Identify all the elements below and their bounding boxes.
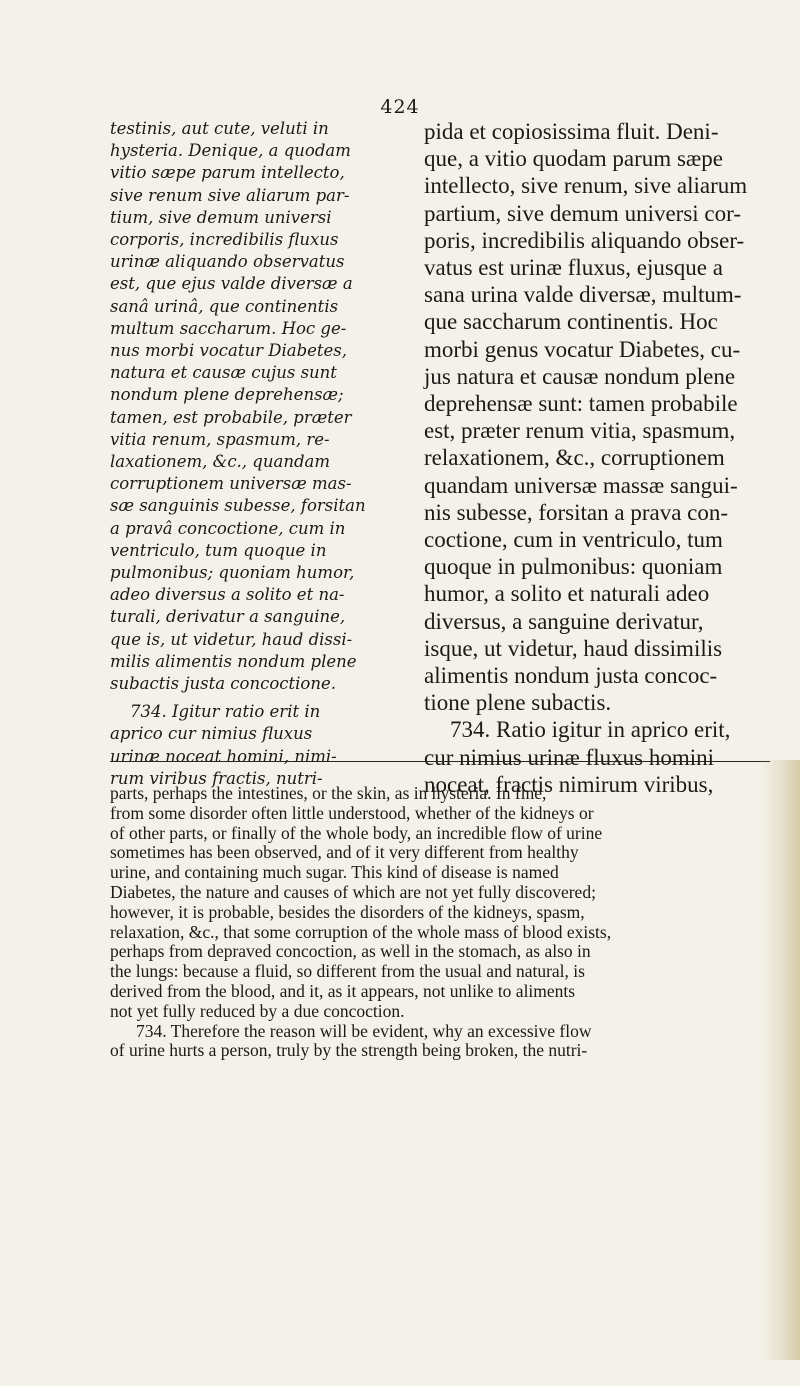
text-line: the lungs: because a fluid, so different from the usual and natural, is — [110, 961, 585, 982]
text-line: intellecto, sive renum, sive aliarum — [424, 173, 748, 199]
english-translation — [110, 784, 780, 1061]
text-line: corruptionem universæ mas- — [110, 474, 352, 494]
text-line: vitio sæpe parum intellecto, — [110, 163, 345, 183]
text-line: testinis, aut cute, veluti in — [110, 119, 329, 138]
text-line: adeo diversus a solito et na- — [110, 585, 345, 605]
text-line: relaxationem, &c., corruptionem — [424, 445, 725, 471]
text-line: est, que ejus valde diversæ a — [110, 274, 353, 294]
text-line: 734. Therefore the reason will be evident, why an excessive flow — [136, 1020, 592, 1041]
text-line: corporis, incredibilis fluxus — [110, 230, 339, 250]
text-line: partium, sive demum universi cor- — [424, 200, 741, 226]
text-line: not yet fully reduced by a due concoction. — [110, 1000, 405, 1021]
text-line: rum viribus fractis, nutri- — [110, 768, 323, 788]
text-line: que saccharum continentis. Hoc — [424, 309, 718, 335]
text-line: jus natura et causæ nondum plene — [424, 363, 736, 389]
text-line: tione plene subactis. — [424, 690, 612, 716]
text-line: quoque in pulmonibus: quoniam — [424, 554, 723, 580]
latin-original-paragraph-734 — [110, 701, 410, 790]
text-line: aprico cur nimius fluxus — [110, 724, 313, 744]
text-line: nis subesse, forsitan a prava con- — [424, 499, 729, 525]
text-line: of urine hurts a person, truly by the strength being broken, the nutri- — [110, 1040, 588, 1061]
text-line: pulmonibus; quoniam humor, — [110, 563, 355, 583]
text-line: pida et copiosissima fluit. Deni- — [424, 119, 719, 144]
text-line: nus morbi vocatur Diabetes, — [110, 341, 348, 361]
latin-original-column — [110, 118, 410, 790]
text-line: urinæ aliquando observatus — [110, 252, 345, 272]
text-line: humor, a solito et naturali adeo — [424, 581, 710, 607]
text-line: of other parts, or finally of the whole body, an incredible flow of urine — [110, 822, 603, 843]
text-line: milis alimentis nondum plene — [110, 651, 357, 671]
text-line: turali, derivatur a sanguine, — [110, 607, 346, 627]
text-line: noceat, fractis nimirum viribus, — [424, 771, 714, 797]
text-line: tium, sive demum universi — [110, 207, 332, 227]
text-line: diversus, a sanguine derivatur, — [424, 608, 704, 634]
translation-paragraph-1 — [110, 784, 780, 1022]
translation-paragraph-734 — [110, 1022, 780, 1062]
text-line: sanâ urinâ, que continentis — [110, 296, 339, 316]
text-line: 734. Igitur ratio erit in — [130, 702, 321, 722]
text-line: multum saccharum. Hoc ge- — [110, 318, 347, 338]
text-line: nondum plene deprehensæ; — [110, 385, 344, 405]
text-line: Diabetes, the nature and causes of which are not yet fully discovered; — [110, 881, 596, 902]
latin-ordo-column — [424, 118, 764, 798]
text-line: isque, ut videtur, haud dissimilis — [424, 635, 723, 661]
text-line: morbi genus vocatur Diabetes, cu- — [424, 336, 741, 362]
text-line: perhaps from depraved concoction, as well in the stomach, as also in — [110, 941, 591, 962]
text-line: relaxation, &c., that some corruption of the whole mass of blood exists, — [110, 921, 612, 942]
text-line: vitia renum, spasmum, re- — [110, 429, 330, 449]
text-line: vatus est urinæ fluxus, ejusque a — [424, 255, 723, 281]
section-divider — [110, 761, 770, 762]
text-line: laxationem, &c., quandam — [110, 452, 330, 472]
text-line: 734. Ratio igitur in aprico erit, — [450, 717, 731, 743]
text-line: urinæ noceat homini, nimi- — [110, 746, 337, 766]
text-line: from some disorder often little understood, whether of the kidneys or — [110, 802, 594, 823]
text-line: sana urina valde diversæ, multum- — [424, 282, 742, 308]
text-line: deprehensæ sunt: tamen probabile — [424, 391, 738, 417]
text-line: poris, incredibilis aliquando obser- — [424, 227, 745, 253]
page-number: 424 — [380, 96, 420, 118]
text-line: tamen, est probabile, præter — [110, 407, 352, 427]
text-line: subactis justa concoctione. — [110, 674, 336, 694]
text-line: coctione, cum in ventriculo, tum — [424, 527, 723, 553]
text-line: quandam universæ massæ sangui- — [424, 472, 738, 498]
text-line: derived from the blood, and it, as it appears, not unlike to aliments — [110, 980, 576, 1001]
latin-ordo-paragraph-1 — [424, 118, 764, 716]
text-line: alimentis nondum justa concoc- — [424, 663, 718, 689]
text-line: a pravâ concoctione, cum in — [110, 518, 346, 538]
latin-original-paragraph-1 — [110, 118, 410, 695]
text-line: urine, and containing much sugar. This kind of disease is named — [110, 862, 559, 883]
text-line: natura et causæ cujus sunt — [110, 363, 337, 383]
text-line: sometimes has been observed, and of it very different from healthy — [110, 842, 579, 863]
text-line: cur nimius urinæ fluxus homini — [424, 744, 715, 770]
text-line: sæ sanguinis subesse, forsitan — [110, 496, 366, 516]
text-line: hysteria. Denique, a quodam — [110, 141, 351, 161]
text-line: parts, perhaps the intestines, or the skin, as in hysteria. In fine, — [110, 783, 547, 803]
text-line: sive renum sive aliarum par- — [110, 185, 350, 205]
text-line: however, it is probable, besides the disorders of the kidneys, spasm, — [110, 901, 585, 922]
page-edge-stain — [760, 760, 800, 1360]
text-line: que is, ut videtur, haud dissi- — [110, 629, 353, 649]
text-line: que, a vitio quodam parum sæpe — [424, 146, 723, 172]
text-line: est, præter renum vitia, spasmum, — [424, 418, 736, 444]
text-line: ventriculo, tum quoque in — [110, 540, 327, 560]
